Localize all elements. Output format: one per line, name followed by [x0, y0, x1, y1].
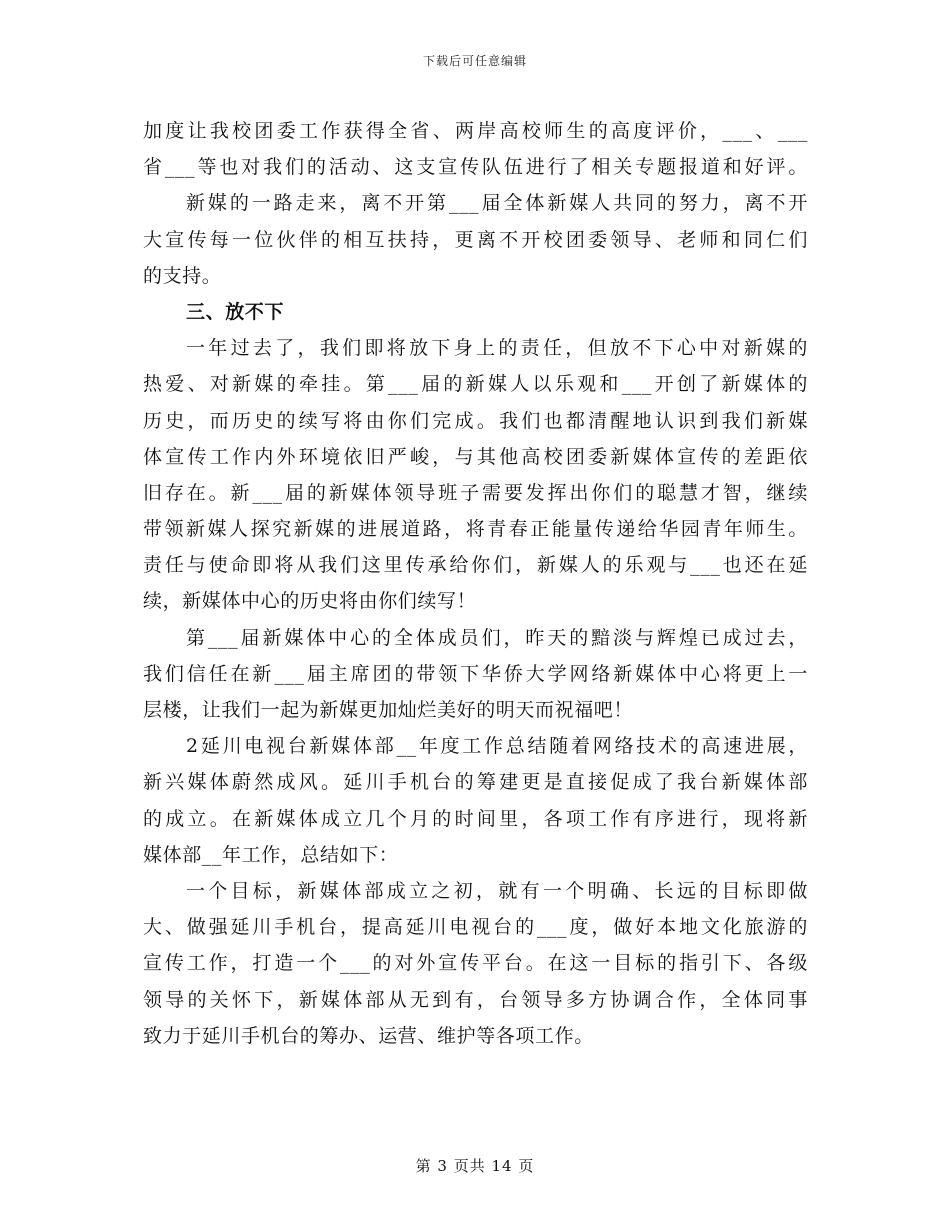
- text-line: 致力于延川手机台的筹办、运营、维护等各项工作。: [143, 1024, 594, 1047]
- text-line: 大、做强延川手机台，提高延川电视台的___度，做好本地文化旅游的: [143, 916, 808, 939]
- text-line: 新兴媒体蔚然成风。延川手机台的筹建更是直接促成了我台新媒体部: [143, 771, 808, 794]
- document-body: [143, 113, 808, 1054]
- text-line: 一年过去了，我们即将放下身上的责任，但放不下心中对新媒的: [186, 337, 808, 360]
- text-line: 媒体部__年工作，总结如下：: [143, 843, 399, 866]
- text-line: 第___届新媒体中心的全体成员们，昨天的黯淡与辉煌已成过去，: [186, 626, 808, 649]
- page-header: 下载后可任意编辑: [422, 54, 527, 68]
- text-line: 体宣传工作内外环境依旧严峻，与其他高校团委新媒体宣传的差距依: [143, 445, 808, 468]
- text-line: 层楼，让我们一起为新媒更加灿烂美好的明天而祝福吧！: [143, 699, 634, 721]
- text-line: 我们信任在新___届主席团的带领下华侨大学网络新媒体中心将更上一: [143, 662, 808, 685]
- text-line: 省___等也对我们的活动、这支宣传队伍进行了相关专题报道和好评。: [143, 156, 808, 179]
- text-line: 新媒的一路走来，离不开第___届全体新媒人共同的努力，离不开: [186, 192, 808, 215]
- text-line: 旧存在。新___届的新媒体领导班子需要发挥出你们的聪慧才智，继续: [143, 481, 808, 504]
- text-line: 2延川电视台新媒体部__年度工作总结随着网络技术的高速进展，: [186, 735, 808, 758]
- text-line: 续，新媒体中心的历史将由你们续写！: [143, 590, 477, 613]
- text-line: 领导的关怀下，新媒体部从无到有，台领导多方协调合作，全体同事: [143, 988, 808, 1011]
- text-line: 宣传工作，打造一个___的对外宣传平台。在这一目标的指引下、各级: [143, 952, 808, 975]
- text-line: 加度让我校团委工作获得全省、两岸高校师生的高度评价，___、___: [143, 120, 808, 142]
- text-line: 热爱、对新媒的牵挂。第___届的新媒人以乐观和___开创了新媒体的: [143, 373, 808, 396]
- text-line: 大宣传每一位伙伴的相互扶持，更离不开校团委领导、老师和同仁们: [143, 228, 808, 251]
- text-line: 一个目标，新媒体部成立之初，就有一个明确、长远的目标即做: [186, 879, 808, 902]
- text-line: 历史，而历史的续写将由你们完成。我们也都清醒地认识到我们新媒: [143, 409, 808, 432]
- text-line: 的成立。在新媒体成立几个月的时间里，各项工作有序进行，现将新: [143, 807, 808, 830]
- page-number: 第 3 页共 14 页: [415, 1157, 535, 1175]
- text-line: 的支持。: [143, 264, 222, 287]
- section-heading: 三、放不下: [186, 300, 285, 323]
- text-line: 责任与使命即将从我们这里传承给你们，新媒人的乐观与___也还在延: [143, 554, 808, 577]
- text-line: 带领新媒人探究新媒的进展道路，将青春正能量传递给华园青年师生。: [143, 518, 808, 541]
